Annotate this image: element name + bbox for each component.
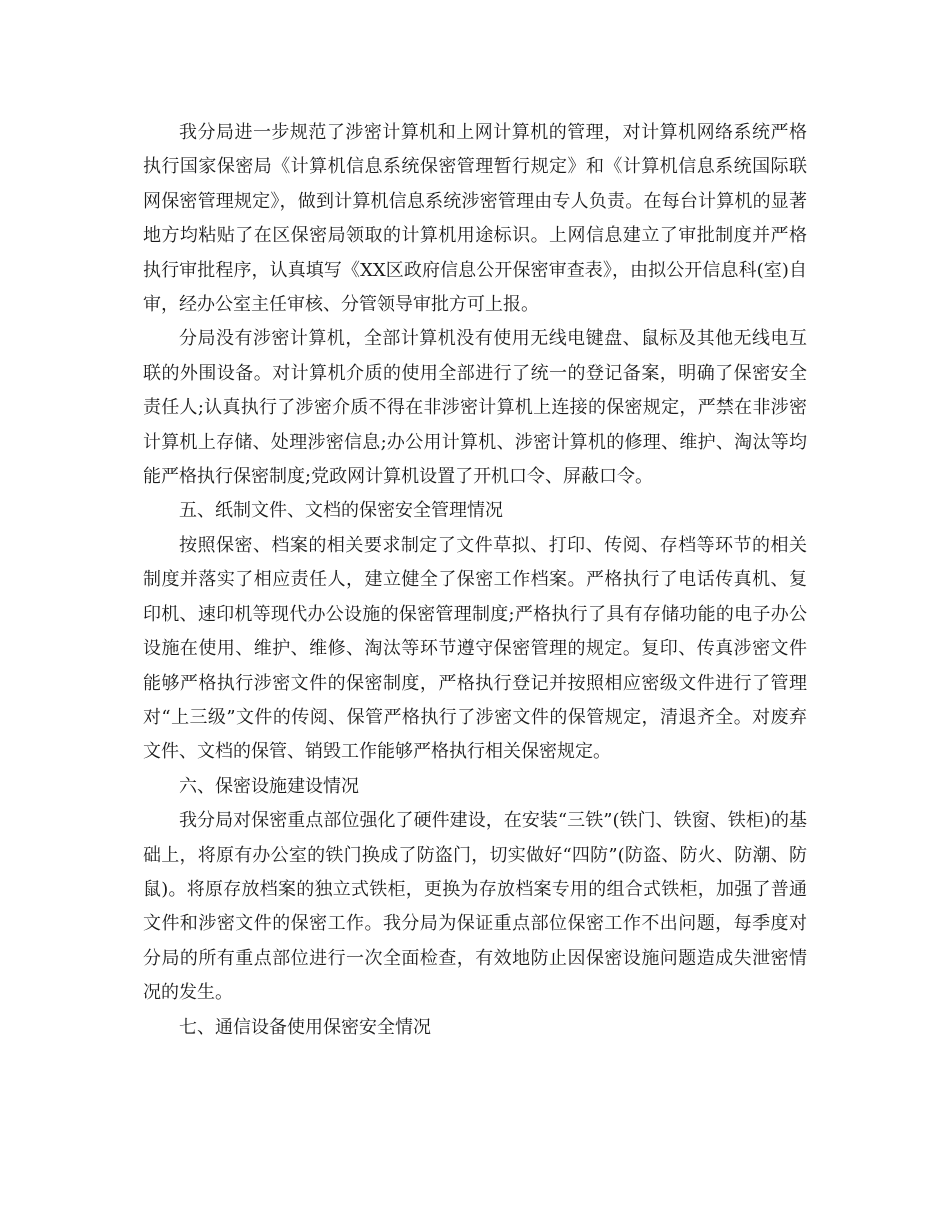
paragraph-computer-management: 我分局进一步规范了涉密计算机和上网计算机的管理，对计算机网络系统严格执行国家保密局《计算机信息系统保密管理暂行规定》和《计算机信息系统国际联网保密管理规定》，做到计算机信息系统涉密管理由专人负责。在每台计算机的显著地方均粘贴了在区保密局领取的计算机用途标识。上网信息建立了审批制度并严格执行审批程序，认真填写《XX区政府信息公开保密审查表》，由拟公开信息科(室)自审，经办公室主任审核、分管领导审批方可上报。 [143, 122, 807, 316]
section-heading-communication-devices: 七、通信设备使用保密安全情况 [179, 1016, 431, 1038]
paragraph-paper-documents: 按照保密、档案的相关要求制定了文件草拟、打印、传阅、存档等环节的相关制度并落实了相应责任人，建立健全了保密工作档案。严格执行了电话传真机、复印机、速印机等现代办公设施的保密管理制度;严格执行了具有存储功能的电子办公设施在使用、维护、维修、淘汰等环节遵守保密管理的规定。复印、传真涉密文件能够严格执行涉密文件的保密制度，严格执行登记并按照相应密级文件进行了管理对“上三级”文件的传阅、保管严格执行了涉密文件的保管规定，清退齐全。对废弃文件、文档的保管、销毁工作能够严格执行相关保密规定。 [143, 534, 807, 763]
paragraph-facilities: 我分局对保密重点部位强化了硬件建设，在安装“三铁”(铁门、铁窗、铁柜)的基础上，将原有办公室的铁门换成了防盗门，切实做好“四防”(防盗、防火、防潮、防鼠)。将原存放档案的独立式铁柜，更换为存放档案专用的组合式铁柜，加强了普通文件和涉密文件的保密工作。我分局为保证重点部位保密工作不出问题，每季度对分局的所有重点部位进行一次全面检查，有效地防止因保密设施问题造成失泄密情况的发生。 [143, 810, 807, 1004]
section-heading-paper-documents: 五、纸制文件、文档的保密安全管理情况 [179, 500, 503, 522]
paragraph-no-classified-computers: 分局没有涉密计算机，全部计算机没有使用无线电键盘、鼠标及其他无线电互联的外围设备。对计算机介质的使用全部进行了统一的登记备案，明确了保密安全责任人;认真执行了涉密介质不得在非涉密计算机上连接的保密规定，严禁在非涉密计算机上存储、处理涉密信息;办公用计算机、涉密计算机的修理、维护、淘汰等均能严格执行保密制度;党政网计算机设置了开机口令、屏蔽口令。 [143, 328, 807, 488]
document-body [143, 116, 807, 1045]
section-heading-facilities: 六、保密设施建设情况 [179, 775, 359, 797]
